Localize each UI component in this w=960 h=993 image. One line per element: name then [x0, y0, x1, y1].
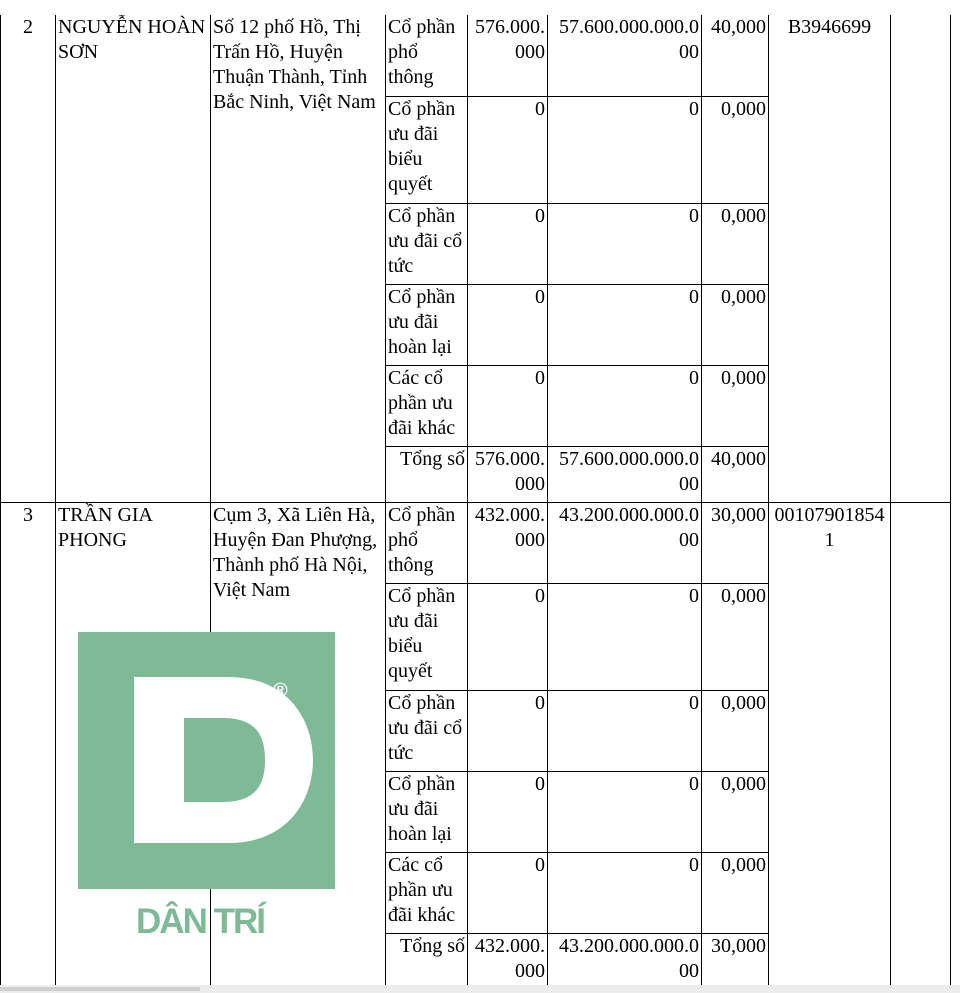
share-quantity: 432.000.000 — [468, 502, 548, 583]
share-quantity: 0 — [468, 96, 548, 203]
share-ratio: 40,000 — [702, 15, 769, 96]
share-quantity: 0 — [468, 852, 548, 933]
share-type: Các cổ phần ưu đãi khác — [386, 852, 468, 933]
share-quantity: 0 — [468, 771, 548, 852]
share-type: Cổ phần ưu đãi biểu quyết — [386, 96, 468, 203]
id-document-number: 001079018541 — [769, 502, 891, 989]
share-ratio: 0,000 — [702, 365, 769, 446]
share-type: Tổng số — [386, 446, 468, 502]
share-ratio: 0,000 — [702, 583, 769, 690]
share-quantity: 576.000.000 — [468, 446, 548, 502]
share-ratio: 0,000 — [702, 771, 769, 852]
share-type: Cổ phần ưu đãi cổ tức — [386, 690, 468, 771]
note-cell — [891, 15, 951, 502]
share-quantity: 432.000.000 — [468, 933, 548, 989]
share-quantity: 576.000.000 — [468, 15, 548, 96]
share-value: 43.200.000.000.000 — [548, 502, 702, 583]
shareholder-address: Số 12 phố Hồ, Thị Trấn Hồ, Huyện Thuận Thành, Tỉnh Bắc Ninh, Việt Nam — [211, 15, 386, 502]
watermark-logo — [78, 632, 335, 889]
share-quantity: 0 — [468, 583, 548, 690]
registered-mark: ® — [273, 680, 288, 702]
share-type: Các cổ phần ưu đãi khác — [386, 365, 468, 446]
share-value: 0 — [548, 203, 702, 284]
share-quantity: 0 — [468, 365, 548, 446]
shareholder-address: Cụm 3, Xã Liên Hà, Huyện Đan Phượng, Thành phố Hà Nội, Việt Nam — [211, 502, 386, 989]
share-type: Cổ phần phổ thông — [386, 502, 468, 583]
share-value: 0 — [548, 852, 702, 933]
share-type: Tổng số — [386, 933, 468, 989]
share-value: 0 — [548, 365, 702, 446]
share-value: 0 — [548, 690, 702, 771]
share-ratio: 30,000 — [702, 502, 769, 583]
share-quantity: 0 — [468, 284, 548, 365]
dantri-d-icon — [78, 632, 335, 889]
id-document-number: B3946699 — [769, 15, 891, 502]
page-bottom-edge — [0, 985, 960, 993]
share-row — [1, 15, 951, 96]
shareholder-number: 3 — [1, 502, 56, 989]
share-ratio: 40,000 — [702, 446, 769, 502]
shareholder-number: 2 — [1, 15, 56, 502]
share-value: 57.600.000.000.000 — [548, 15, 702, 96]
share-type: Cổ phần ưu đãi cổ tức — [386, 203, 468, 284]
share-value: 0 — [548, 583, 702, 690]
share-type: Cổ phần ưu đãi hoàn lại — [386, 771, 468, 852]
share-ratio: 0,000 — [702, 852, 769, 933]
share-quantity: 0 — [468, 690, 548, 771]
share-value: 43.200.000.000.000 — [548, 933, 702, 989]
shareholder-name: TRẦN GIA PHONG — [56, 502, 211, 989]
share-quantity: 0 — [468, 203, 548, 284]
note-cell — [891, 502, 951, 989]
share-type: Cổ phần ưu đãi biểu quyết — [386, 583, 468, 690]
share-ratio: 0,000 — [702, 284, 769, 365]
share-value: 0 — [548, 284, 702, 365]
share-value: 0 — [548, 771, 702, 852]
watermark-wordmark: DÂN TRÍ — [136, 902, 264, 941]
share-value: 57.600.000.000.000 — [548, 446, 702, 502]
shareholder-name: NGUYỄN HOÀN SƠN — [56, 15, 211, 502]
share-type: Cổ phần phổ thông — [386, 15, 468, 96]
share-ratio: 30,000 — [702, 933, 769, 989]
share-ratio: 0,000 — [702, 203, 769, 284]
share-row — [1, 502, 951, 583]
share-type: Cổ phần ưu đãi hoàn lại — [386, 284, 468, 365]
share-value: 0 — [548, 96, 702, 203]
share-ratio: 0,000 — [702, 96, 769, 203]
share-ratio: 0,000 — [702, 690, 769, 771]
